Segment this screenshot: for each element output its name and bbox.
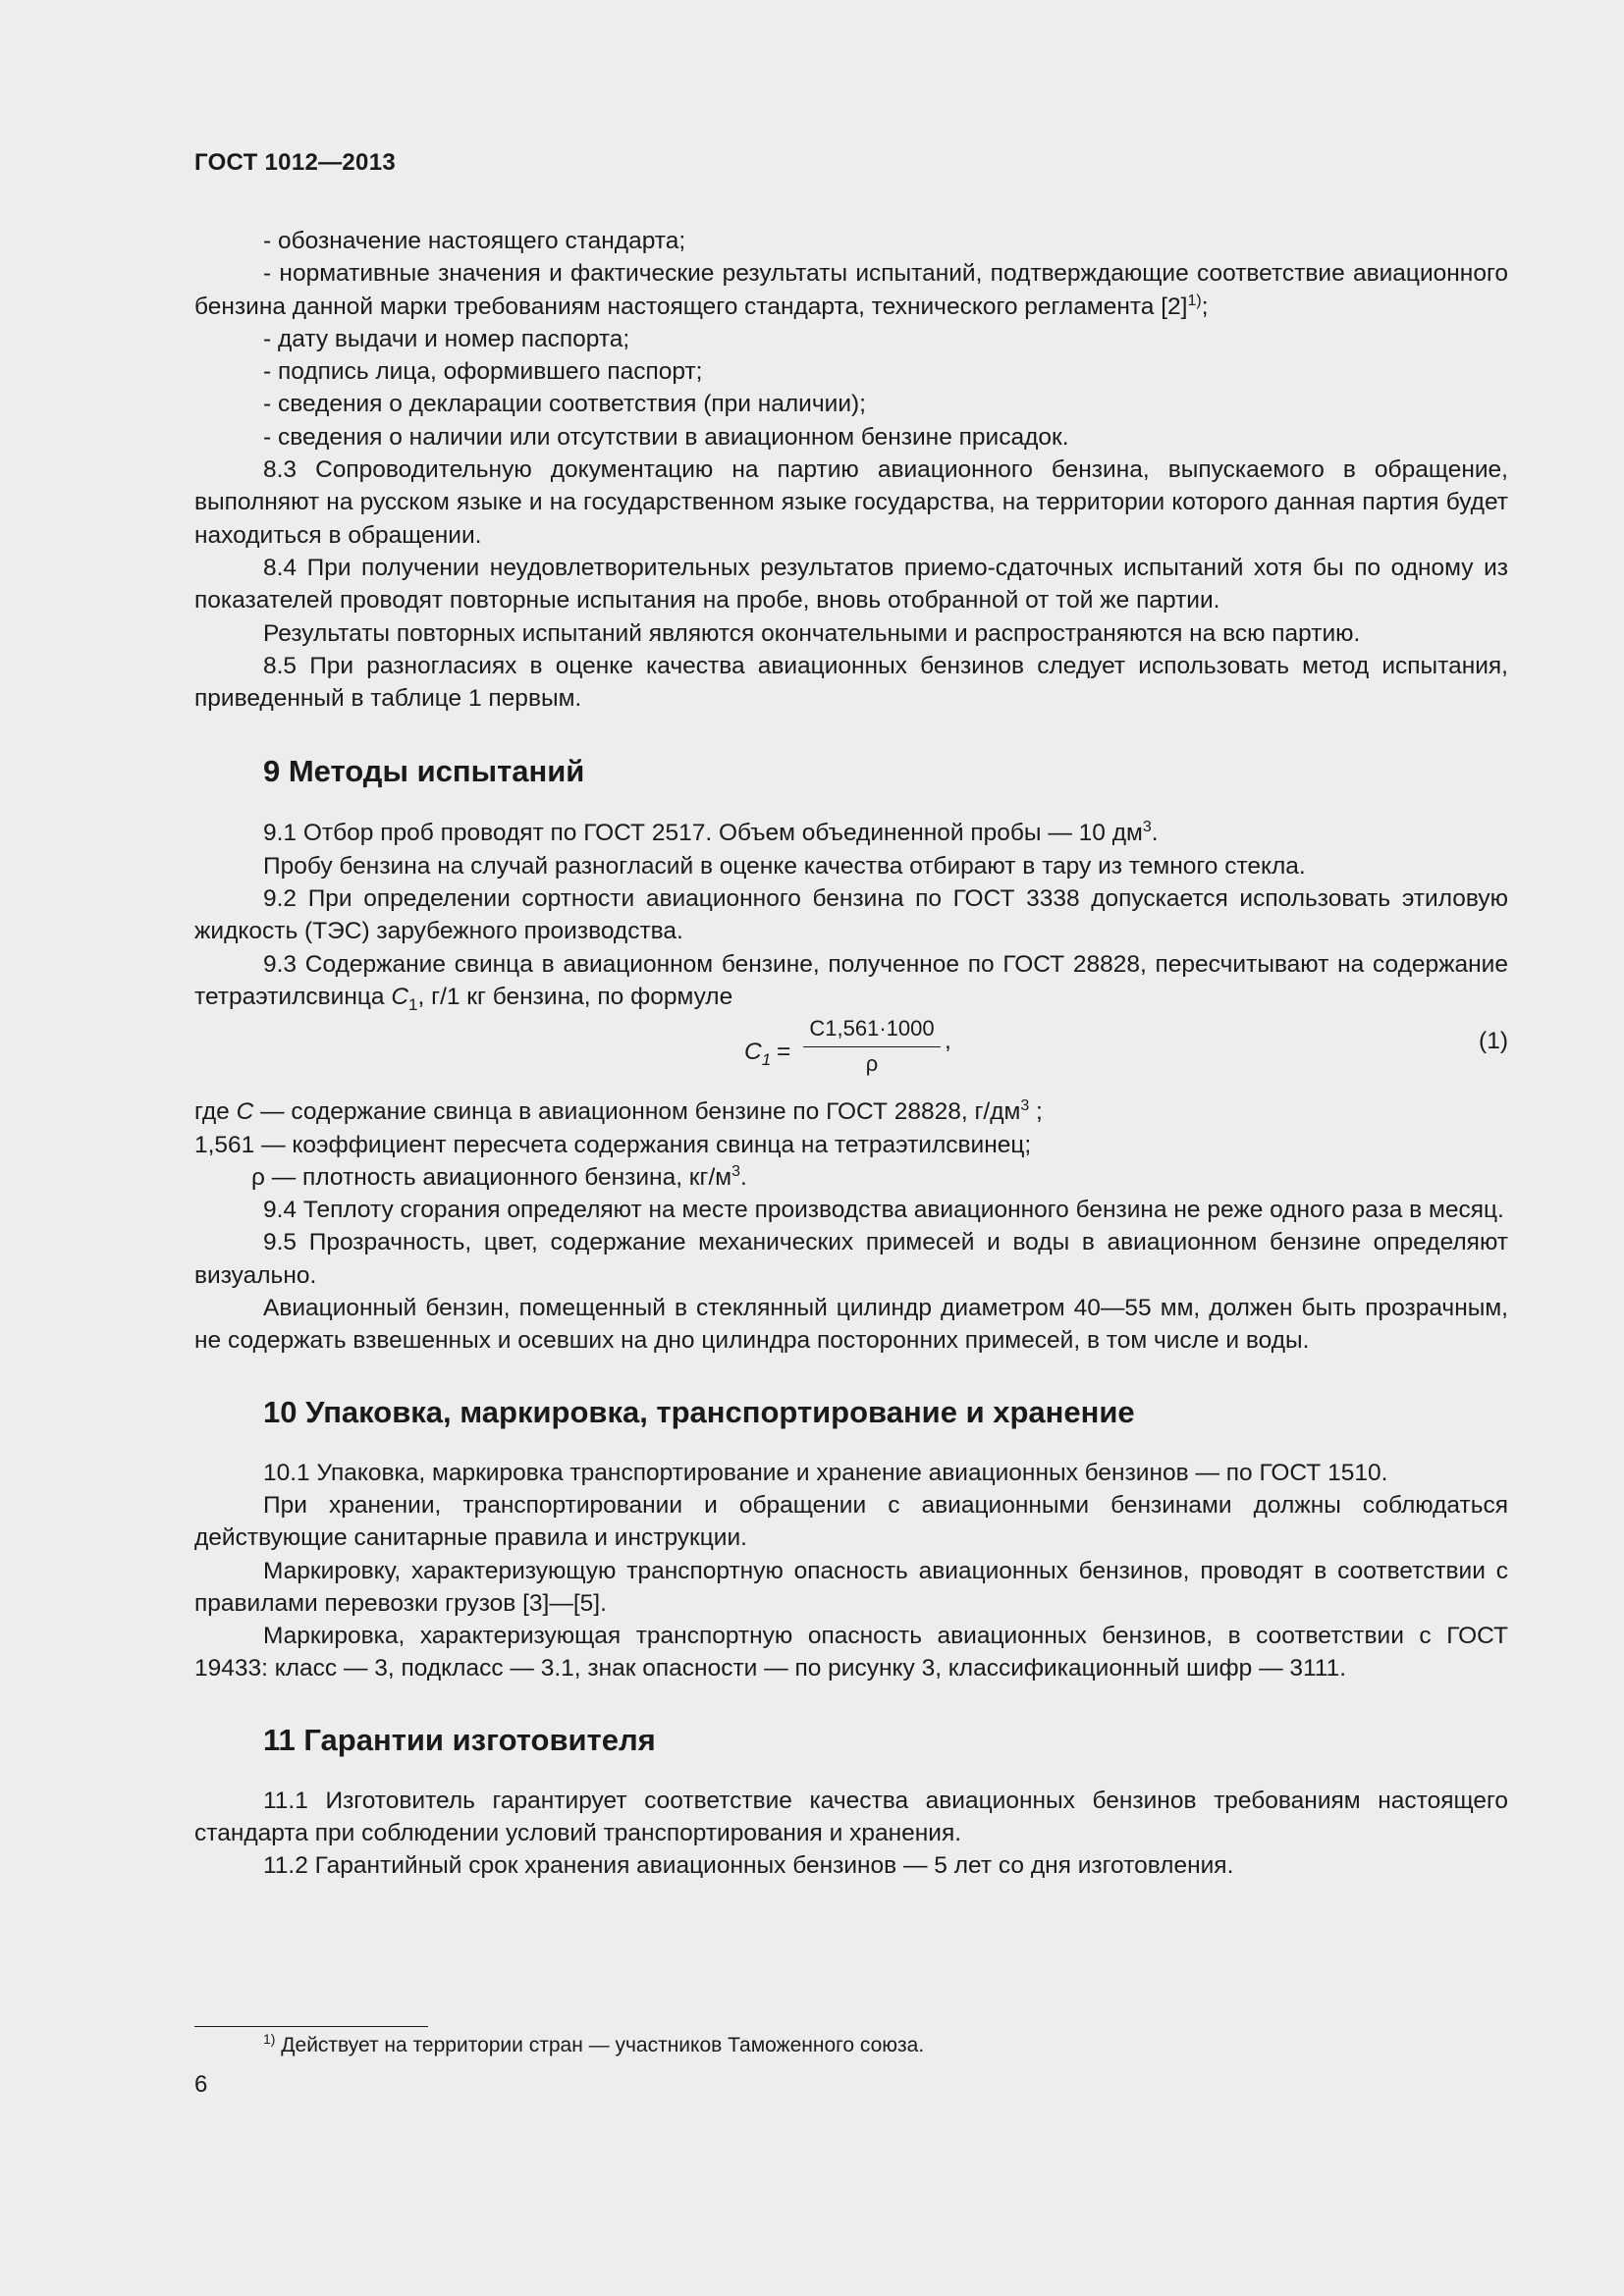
formula-comma: , [945, 1028, 951, 1055]
where-c [194, 1095, 1508, 1128]
where-c-text: — содержание свинца в авиационном бензине по ГОСТ 28828, г/дм [253, 1098, 1021, 1126]
formula-equals: = [777, 1039, 791, 1066]
paragraph-9-3-end: , г/1 кг бензина, по формуле [417, 983, 733, 1010]
paragraph-9-5b: Авиационный бензин, помещенный в стеклянный цилиндр диаметром 40—55 мм, должен быть прозрачным, не содержать взвешенных и осевших на дно цилиндра посторонних примесей, в том числе и воды. [194, 1295, 1508, 1355]
section-9-heading: 9 Методы испытаний [263, 754, 585, 789]
paragraph-10-4: Маркировка, характеризующая транспортную опасность авиационных бензинов, в соответствии с ГОСТ 19433: класс — 3, подкласс — 3.1, знак опасности — по рисунку 3, классификационный шифр — 3111. [194, 1623, 1508, 1682]
paragraph-9-4: 9.4 Теплоту сгорания определяют на месте производства авиационного бензина не реже одного раза в месяц. [263, 1197, 1504, 1224]
paragraph-9-3-text: 9.3 Содержание свинца в авиационном бензине, полученное по ГОСТ 28828, пересчитывают на содержание тетраэтилсвинца [194, 950, 1508, 1010]
paragraph-9-2: 9.2 При определении сортности авиационного бензина по ГОСТ 3338 допускается использовать этиловую жидкость (ТЭС) зарубежного производства. [194, 885, 1508, 945]
list-item-end: ; [1201, 293, 1209, 320]
subscript: 1 [408, 994, 418, 1014]
formula-fraction [803, 1015, 941, 1078]
paragraph-9-5: 9.5 Прозрачность, цвет, содержание механических примесей и воды в авиационном бензине определяют визуально. [194, 1229, 1508, 1289]
list-item-text: - нормативные значения и фактические результаты испытаний, подтверждающие соответствие авиационного бензина данной марки требованиям настоящего стандарта, технического регламента [2] [194, 260, 1508, 320]
paragraph-9-3 [194, 948, 1508, 1014]
document-header: ГОСТ 1012—2013 [194, 149, 397, 176]
footnote-mark: 1) [263, 2031, 276, 2047]
page-number: 6 [194, 2071, 208, 2098]
where-k: 1,561 — коэффициент пересчета содержания свинца на тетраэтилсвинец; [194, 1131, 1032, 1158]
superscript: 3 [1020, 1097, 1030, 1115]
paragraph-10-2: При хранении, транспортировании и обращении с авиационными бензинами должны соблюдаться действующие санитарные правила и инструкции. [194, 1491, 1508, 1552]
list-item [194, 257, 1508, 323]
footnote [263, 2031, 924, 2060]
footnote-reference: 1) [1187, 292, 1202, 309]
paragraph-11-1: 11.1 Изготовитель гарантирует соответствие качества авиационных бензинов требованиям настоящего стандарта при соблюдении условий транспортирования и хранения. [194, 1787, 1508, 1846]
section-11-heading: 11 Гарантии изготовителя [263, 1722, 656, 1757]
paragraph-9-1-text: 9.1 Отбор проб проводят по ГОСТ 2517. Объем объединенной пробы — 10 дм [263, 820, 1143, 847]
formula-lhs [744, 1036, 771, 1068]
paragraph-9-1 [194, 817, 1508, 849]
where-rho-end: . [740, 1163, 747, 1191]
formula-denominator: ρ [865, 1051, 879, 1077]
formula-lhs-var: C [744, 1039, 762, 1066]
paragraph-10-1: 10.1 Упаковка, маркировка транспортирование и хранение авиационных бензинов — по ГОСТ 1510. [263, 1459, 1388, 1486]
paragraph-8-5: 8.5 При разногласиях в оценке качества авиационных бензинов следует использовать метод испытания, приведенный в таблице 1 первым. [194, 652, 1508, 713]
paragraph-10-3: Маркировку, характеризующую транспортную опасность авиационных бензинов, проводят в соответствии с правилами перевозки грузов [3]—[5]. [194, 1557, 1508, 1617]
list-item: - сведения о декларации соответствия (при наличии); [263, 391, 866, 418]
where-prefix: где [194, 1098, 237, 1126]
footnote-divider [194, 2026, 428, 2027]
paragraph-8-4b: Результаты повторных испытаний являются окончательными и распространяются на всю партию. [263, 619, 1361, 647]
variable-c: C [236, 1098, 254, 1126]
where-c-end: ; [1029, 1098, 1043, 1126]
superscript: 3 [731, 1162, 741, 1180]
where-rho [194, 1161, 1508, 1194]
paragraph-9-1b: Пробу бензина на случай разногласий в оценке качества отбирают в тару из темного стекла. [263, 852, 1306, 880]
fraction-bar [803, 1046, 941, 1047]
paragraph-8-3: 8.3 Сопроводительную документацию на партию авиационного бензина, выпускаемого в обращение, выполняют на русском языке и на государственном языке государства, на территории которого данная партия будет находиться в обращении. [194, 456, 1508, 549]
paragraph-8-4: 8.4 При получении неудовлетворительных результатов приемо-сдаточных испытаний хотя бы по одному из показателей проводят повторные испытания на пробе, вновь отобранной от той же партии. [194, 554, 1508, 614]
section-10-heading: 10 Упаковка, маркировка, транспортирование и хранение [263, 1394, 1135, 1429]
list-item: - подпись лица, оформившего паспорт; [263, 358, 703, 386]
variable-c: C [391, 983, 409, 1010]
formula-numerator: C1,561·1000 [809, 1016, 935, 1041]
formula-1 [194, 1015, 1508, 1086]
list-item: - сведения о наличии или отсутствии в авиационном бензине присадок. [263, 423, 1069, 451]
footnote-text: Действует на территории стран — участников Таможенного союза. [275, 2034, 925, 2056]
paragraph-9-1-end: . [1151, 820, 1159, 847]
paragraph-11-2: 11.2 Гарантийный срок хранения авиационных бензинов — 5 лет со дня изготовления. [263, 1852, 1234, 1880]
document-page [194, 0, 1508, 2296]
document-body [194, 225, 1508, 1883]
list-item: - обозначение настоящего стандарта; [263, 228, 686, 254]
superscript: 3 [1142, 819, 1152, 836]
where-rho-text: ρ — плотность авиационного бензина, кг/м [251, 1163, 732, 1191]
formula-number: (1) [1479, 1028, 1508, 1055]
formula-lhs-sub: 1 [761, 1050, 772, 1070]
list-item: - дату выдачи и номер паспорта; [263, 325, 630, 352]
